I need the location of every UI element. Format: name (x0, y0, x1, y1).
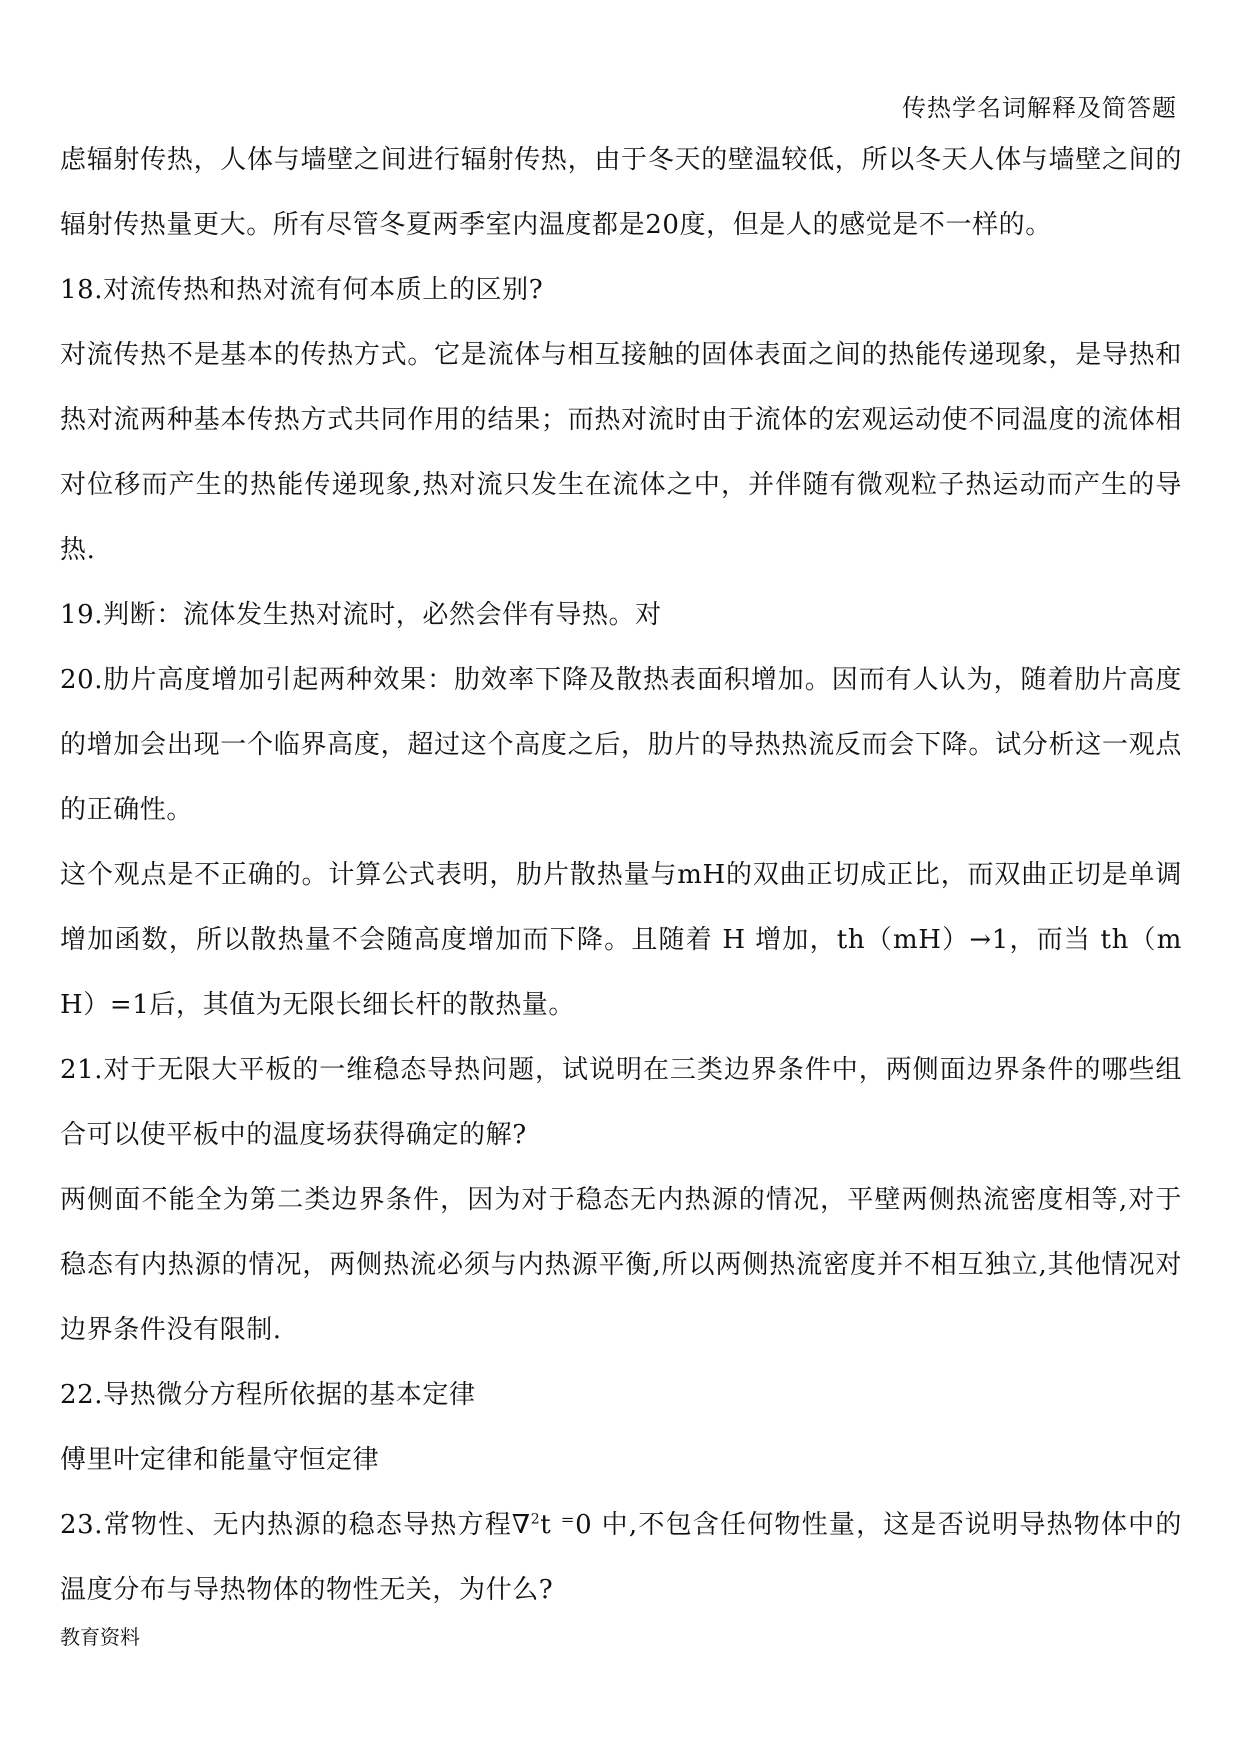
question-21: 21.对于无限大平板的一维稳态导热问题，试说明在三类边界条件中，两侧面边界条件的哪些组合可以使平板中的温度场获得确定的解? (60, 1055, 1182, 1150)
document-body (60, 128, 1182, 1623)
question-22: 22.导热微分方程所依据的基本定律 (60, 1380, 476, 1410)
answer-20: 这个观点是不正确的。计算公式表明，肋片散热量与mH的双曲正切成正比，而双曲正切是单调增加函数，所以散热量不会随高度增加而下降。且随着 H 增加，th（mH）→1，而当 th（mH）=1后，其值为无限长细长杆的散热量。 (60, 860, 1182, 1020)
question-23 (60, 1493, 1182, 1623)
answer-22: 傅里叶定律和能量守恒定律 (60, 1445, 380, 1475)
paragraph: 虑辐射传热，人体与墙壁之间进行辐射传热，由于冬天的壁温较低，所以冬天人体与墙壁之间的辐射传热量更大。所有尽管冬夏两季室内温度都是20度，但是人的感觉是不一样的。 (60, 145, 1182, 240)
page-footer: 教育资料 (60, 1625, 140, 1649)
question-18: 18.对流传热和热对流有何本质上的区别? (60, 275, 544, 305)
question-23-part-1: 23.常物性、无内热源的稳态导热方程∇ (60, 1510, 531, 1540)
answer-21: 两侧面不能全为第二类边界条件，因为对于稳态无内热源的情况，平壁两侧热流密度相等,对于稳态有内热源的情况，两侧热流必须与内热源平衡,所以两侧热流密度并不相互独立,其他情况对边界条件没有限制. (60, 1185, 1182, 1345)
question-19: 19.判断：流体发生热对流时，必然会伴有导热。对 (60, 600, 662, 630)
question-20: 20.肋片高度增加引起两种效果：肋效率下降及散热表面积增加。因而有人认为，随着肋片高度的增加会出现一个临界高度，超过这个高度之后，肋片的导热热流反而会下降。试分析这一观点的正确性。 (60, 665, 1182, 825)
answer-18: 对流传热不是基本的传热方式。它是流体与相互接触的固体表面之间的热能传递现象，是导热和热对流两种基本传热方式共同作用的结果；而热对流时由于流体的宏观运动使不同温度的流体相对位移而产生的热能传递现象,热对流只发生在流体之中，并伴随有微观粒子热运动而产生的导热. (60, 340, 1182, 565)
superscript: 2 (530, 1511, 541, 1528)
page-header: 传热学名词解释及简答题 (902, 94, 1177, 122)
question-23-part-2: t ⁼0 中,不包含任何物性量，这是否说明导热物体中的温度分布与导热物体的物性无关，为什么? (60, 1510, 1182, 1605)
